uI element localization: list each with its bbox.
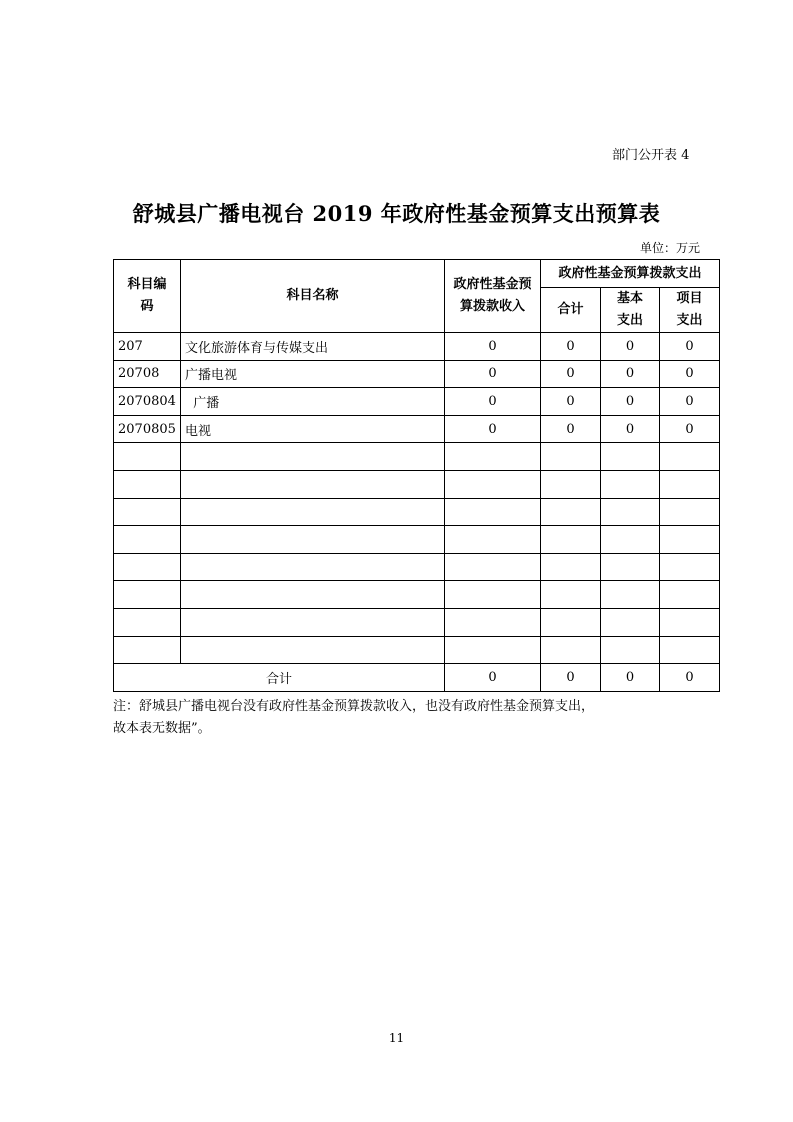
- cell-code: 20708: [114, 360, 181, 388]
- cell-name: 电视: [181, 415, 445, 443]
- cell-project: [660, 443, 720, 471]
- cell-total: 0: [541, 333, 601, 361]
- cell-total: 0: [541, 415, 601, 443]
- cell-name: [181, 443, 445, 471]
- header-name: 科目名称: [181, 260, 445, 333]
- cell-project: 0: [660, 360, 720, 388]
- cell-name: 广播电视: [181, 360, 445, 388]
- cell-income: [445, 526, 541, 554]
- table-row: [114, 443, 720, 471]
- cell-total: [541, 526, 601, 554]
- cell-basic: [601, 526, 660, 554]
- cell-project: [660, 636, 720, 664]
- cell-project: 0: [660, 333, 720, 361]
- cell-name: [181, 608, 445, 636]
- table-row: [114, 581, 720, 609]
- cell-total: [541, 581, 601, 609]
- cell-name: 文化旅游体育与传媒支出: [181, 333, 445, 361]
- cell-project: [660, 581, 720, 609]
- cell-basic: 0: [601, 333, 660, 361]
- cell-basic: 0: [601, 415, 660, 443]
- cell-name: [181, 470, 445, 498]
- cell-income: 0: [445, 333, 541, 361]
- budget-table: [113, 259, 720, 692]
- cell-income: [445, 581, 541, 609]
- cell-code: [114, 581, 181, 609]
- cell-basic: 0: [601, 360, 660, 388]
- cell-basic: [601, 470, 660, 498]
- cell-name: 广播: [181, 388, 445, 416]
- cell-total: [541, 470, 601, 498]
- total-label: 合计: [114, 664, 445, 692]
- page-number: 11: [388, 1031, 405, 1045]
- table-row: [114, 360, 720, 388]
- cell-name: [181, 553, 445, 581]
- cell-code: [114, 526, 181, 554]
- cell-total: [541, 636, 601, 664]
- cell-code: [114, 553, 181, 581]
- cell-project: [660, 470, 720, 498]
- cell-income: [445, 553, 541, 581]
- cell-name: [181, 636, 445, 664]
- cell-total: [541, 553, 601, 581]
- cell-total: 0: [541, 388, 601, 416]
- cell-basic: [601, 636, 660, 664]
- table-row: [114, 470, 720, 498]
- table-row: [114, 636, 720, 664]
- cell-basic: [601, 498, 660, 526]
- cell-income: 0: [445, 415, 541, 443]
- total-basic: 0: [601, 664, 660, 692]
- cell-project: [660, 526, 720, 554]
- cell-income: [445, 636, 541, 664]
- table-row: [114, 333, 720, 361]
- unit-label: 单位：万元: [640, 241, 701, 255]
- cell-project: [660, 553, 720, 581]
- header-basic: 基本支出: [601, 288, 660, 333]
- cell-basic: [601, 443, 660, 471]
- footnote: [113, 696, 733, 740]
- cell-code: [114, 470, 181, 498]
- cell-income: 0: [445, 388, 541, 416]
- table-row: [114, 388, 720, 416]
- table-row: [114, 553, 720, 581]
- header-expense-group: 政府性基金预算拨款支出: [541, 260, 720, 288]
- cell-income: [445, 608, 541, 636]
- cell-income: [445, 470, 541, 498]
- header-income: 政府性基金预算拨款收入: [445, 260, 541, 333]
- footnote-line-2: 故本表无数据”。: [113, 721, 211, 736]
- cell-name: [181, 498, 445, 526]
- cell-code: [114, 498, 181, 526]
- total-income: 0: [445, 664, 541, 692]
- cell-code: 2070804: [114, 388, 181, 416]
- table-row: [114, 608, 720, 636]
- cell-code: [114, 608, 181, 636]
- cell-code: [114, 636, 181, 664]
- table-row: [114, 415, 720, 443]
- cell-total: 0: [541, 360, 601, 388]
- header-project: 项目支出: [660, 288, 720, 333]
- cell-code: 2070805: [114, 415, 181, 443]
- cell-project: 0: [660, 388, 720, 416]
- cell-code: 207: [114, 333, 181, 361]
- cell-basic: 0: [601, 388, 660, 416]
- footnote-line-1: 注：舒城县广播电视台没有政府性基金预算拨款收入，也没有政府性基金预算支出，: [113, 699, 595, 714]
- page-title: 舒城县广播电视台 2019 年政府性基金预算支出预算表: [132, 201, 661, 226]
- cell-name: [181, 526, 445, 554]
- table-row: [114, 526, 720, 554]
- cell-project: [660, 498, 720, 526]
- cell-basic: [601, 608, 660, 636]
- cell-project: 0: [660, 415, 720, 443]
- cell-income: 0: [445, 360, 541, 388]
- cell-total: [541, 443, 601, 471]
- page-tag: 部门公开表 4: [612, 148, 690, 163]
- cell-income: [445, 498, 541, 526]
- cell-name: [181, 581, 445, 609]
- cell-project: [660, 608, 720, 636]
- cell-basic: [601, 553, 660, 581]
- table-row: [114, 498, 720, 526]
- header-code: 科目编码: [114, 260, 181, 333]
- cell-basic: [601, 581, 660, 609]
- cell-total: [541, 608, 601, 636]
- cell-code: [114, 443, 181, 471]
- total-total: 0: [541, 664, 601, 692]
- total-project: 0: [660, 664, 720, 692]
- total-row: [114, 664, 720, 692]
- cell-income: [445, 443, 541, 471]
- cell-total: [541, 498, 601, 526]
- header-total: 合计: [541, 288, 601, 333]
